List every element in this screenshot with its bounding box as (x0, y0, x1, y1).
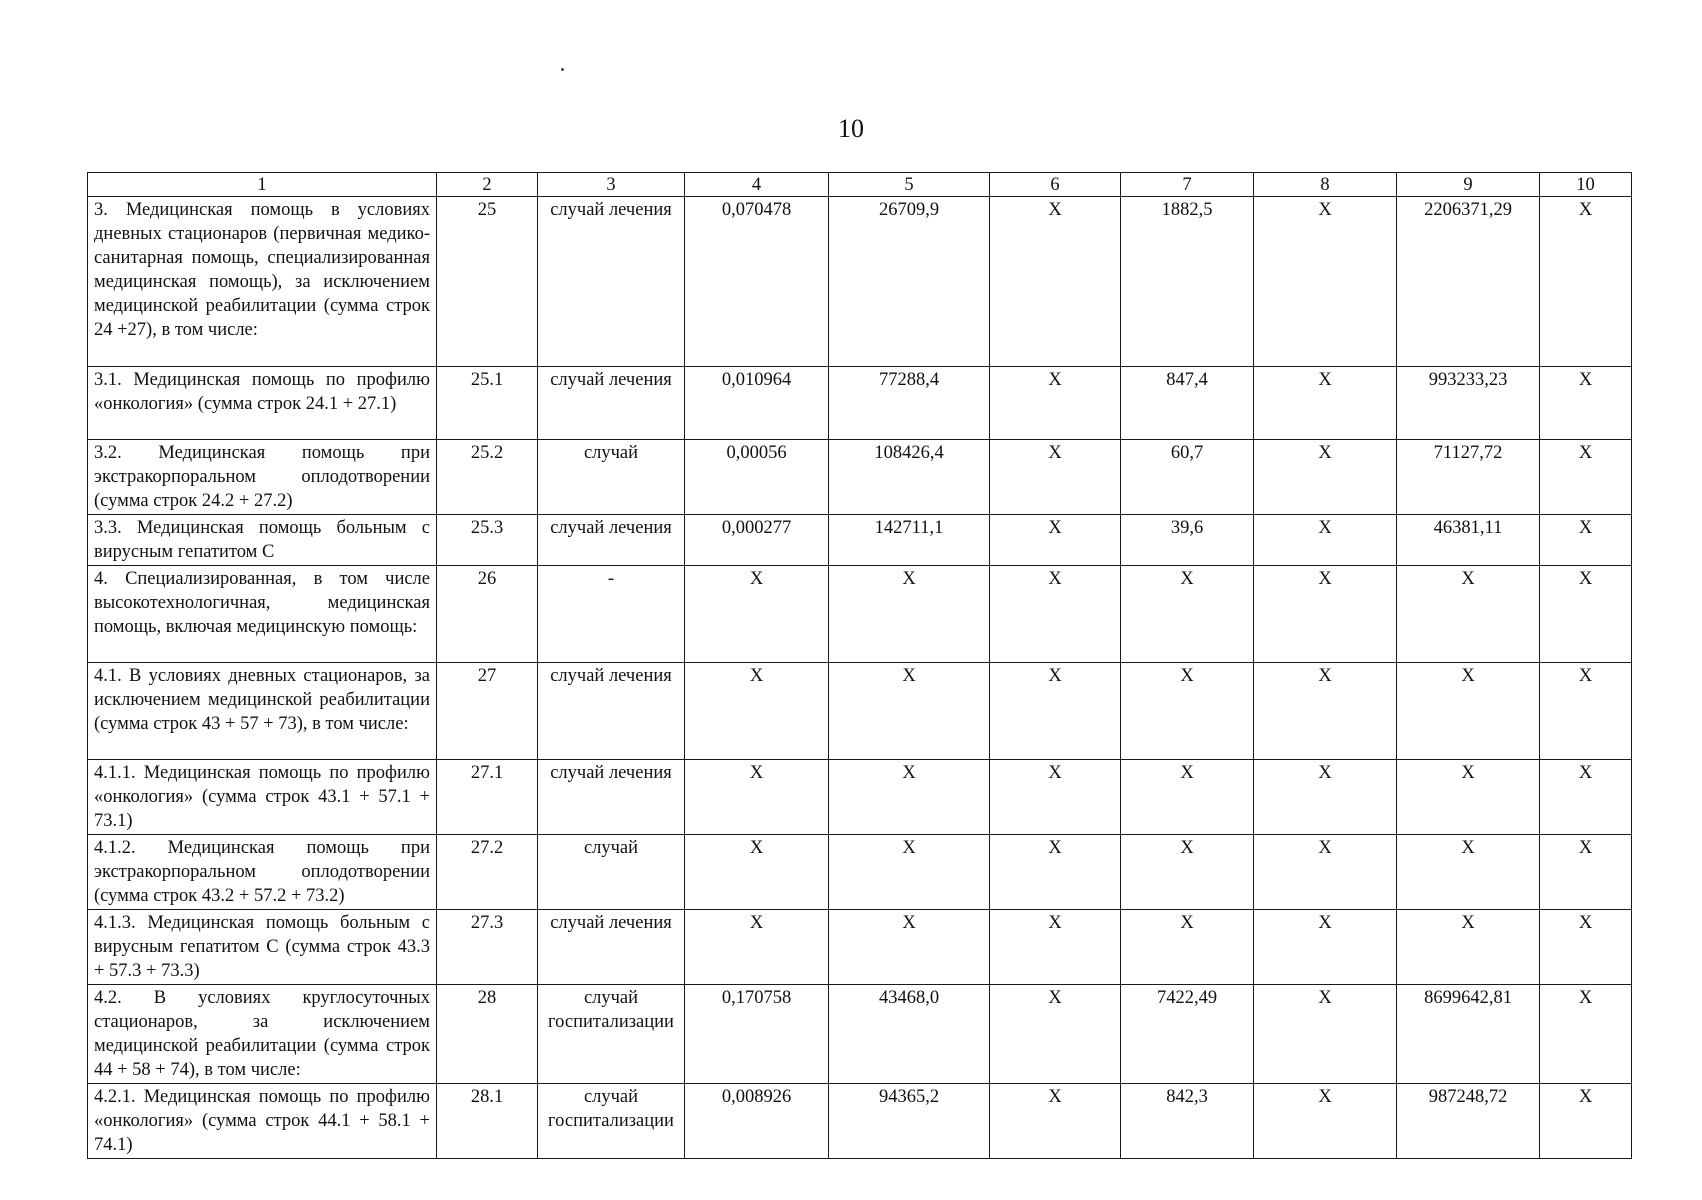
column-header: 9 (1397, 173, 1540, 197)
value-cell: 0,170758 (685, 985, 829, 1084)
value-cell: Х (685, 835, 829, 910)
value-cell: Х (990, 566, 1121, 663)
unit-cell: случай (538, 835, 685, 910)
value-cell: 0,010964 (685, 367, 829, 440)
value-cell: Х (685, 760, 829, 835)
value-cell: 2206371,29 (1397, 197, 1540, 367)
value-cell: Х (990, 910, 1121, 985)
value-cell: Х (1121, 566, 1254, 663)
value-cell: Х (990, 1084, 1121, 1159)
value-cell: Х (1397, 663, 1540, 760)
unit-cell: случай лечения (538, 367, 685, 440)
value-cell: 1882,5 (1121, 197, 1254, 367)
value-cell: Х (990, 985, 1121, 1084)
value-cell: Х (990, 515, 1121, 566)
table-row (88, 663, 1632, 760)
value-cell: 71127,72 (1397, 440, 1540, 515)
row-description: 3. Медицинская помощь в условиях дневных стационаров (первичная медико-санитарная помощь, специализированная медицинская помощь), за исключением медицинской реабилитации (сумма строк 24 +27), в том числе: (88, 197, 437, 367)
value-cell: Х (829, 566, 990, 663)
value-cell: 46381,11 (1397, 515, 1540, 566)
row-number: 27.3 (437, 910, 538, 985)
value-cell: Х (685, 910, 829, 985)
table-row (88, 440, 1632, 515)
row-description: 4.1.1. Медицинская помощь по профилю «онкология» (сумма строк 43.1 + 57.1 + 73.1) (88, 760, 437, 835)
value-cell: 842,3 (1121, 1084, 1254, 1159)
value-cell: Х (1540, 367, 1632, 440)
value-cell: Х (1121, 910, 1254, 985)
value-cell: 0,008926 (685, 1084, 829, 1159)
value-cell: Х (685, 566, 829, 663)
value-cell: 0,000277 (685, 515, 829, 566)
value-cell: 993233,23 (1397, 367, 1540, 440)
value-cell: Х (829, 910, 990, 985)
row-number: 28 (437, 985, 538, 1084)
value-cell: Х (990, 760, 1121, 835)
value-cell: 94365,2 (829, 1084, 990, 1159)
column-header: 2 (437, 173, 538, 197)
table-row (88, 910, 1632, 985)
value-cell: 26709,9 (829, 197, 990, 367)
unit-cell: случай госпитализации (538, 1084, 685, 1159)
table-row (88, 515, 1632, 566)
value-cell: Х (1540, 663, 1632, 760)
row-number: 27 (437, 663, 538, 760)
value-cell: 60,7 (1121, 440, 1254, 515)
row-description: 4. Специализированная, в том числе высокотехнологичная, медицинская помощь, включая медицинскую помощь: (88, 566, 437, 663)
value-cell: Х (1254, 1084, 1397, 1159)
table-row (88, 1084, 1632, 1159)
value-cell: Х (990, 367, 1121, 440)
column-header: 6 (990, 173, 1121, 197)
value-cell: 8699642,81 (1397, 985, 1540, 1084)
column-header: 3 (538, 173, 685, 197)
row-number: 25.2 (437, 440, 538, 515)
value-cell: Х (1540, 985, 1632, 1084)
value-cell: 847,4 (1121, 367, 1254, 440)
page-number: 10 (838, 114, 864, 143)
row-number: 27.2 (437, 835, 538, 910)
row-number: 25.3 (437, 515, 538, 566)
value-cell: Х (1254, 910, 1397, 985)
row-description: 4.1. В условиях дневных стационаров, за исключением медицинской реабилитации (сумма строк 43 + 57 + 73), в том числе: (88, 663, 437, 760)
value-cell: Х (1540, 440, 1632, 515)
value-cell: Х (1397, 760, 1540, 835)
value-cell: Х (1540, 1084, 1632, 1159)
row-description: 3.2. Медицинская помощь при экстракорпоральном оплодотворении (сумма строк 24.2 + 27.2) (88, 440, 437, 515)
value-cell: Х (1254, 663, 1397, 760)
unit-cell: случай (538, 440, 685, 515)
value-cell: Х (1254, 367, 1397, 440)
value-cell: Х (1121, 835, 1254, 910)
row-description: 4.2.1. Медицинская помощь по профилю «онкология» (сумма строк 44.1 + 58.1 + 74.1) (88, 1084, 437, 1159)
value-cell: Х (829, 663, 990, 760)
value-cell: 43468,0 (829, 985, 990, 1084)
value-cell: Х (1540, 910, 1632, 985)
value-cell: 0,00056 (685, 440, 829, 515)
row-description: 4.1.3. Медицинская помощь больным с вирусным гепатитом С (сумма строк 43.3 + 57.3 + 73.3) (88, 910, 437, 985)
table-header-row (88, 173, 1632, 197)
value-cell: Х (1254, 566, 1397, 663)
value-cell: Х (990, 197, 1121, 367)
value-cell: Х (1254, 760, 1397, 835)
row-description: 4.2. В условиях круглосуточных стационаров, за исключением медицинской реабилитации (сумма строк 44 + 58 + 74), в том числе: (88, 985, 437, 1084)
unit-cell: - (538, 566, 685, 663)
value-cell: Х (1254, 985, 1397, 1084)
value-cell: Х (1540, 566, 1632, 663)
row-number: 25 (437, 197, 538, 367)
row-description: 4.1.2. Медицинская помощь при экстракорпоральном оплодотворении (сумма строк 43.2 + 57.2 + 73.2) (88, 835, 437, 910)
column-header: 8 (1254, 173, 1397, 197)
value-cell: Х (1397, 835, 1540, 910)
value-cell: Х (1121, 760, 1254, 835)
value-cell: Х (829, 760, 990, 835)
table-row (88, 566, 1632, 663)
value-cell: Х (1254, 197, 1397, 367)
value-cell: Х (1121, 663, 1254, 760)
value-cell: 108426,4 (829, 440, 990, 515)
column-header: 5 (829, 173, 990, 197)
table-row (88, 367, 1632, 440)
unit-cell: случай лечения (538, 197, 685, 367)
column-header: 7 (1121, 173, 1254, 197)
table-row (88, 985, 1632, 1084)
row-description: 3.3. Медицинская помощь больным с вирусным гепатитом С (88, 515, 437, 566)
row-number: 27.1 (437, 760, 538, 835)
table-row (88, 197, 1632, 367)
value-cell: Х (829, 835, 990, 910)
scan-speck (561, 68, 564, 71)
table-row (88, 760, 1632, 835)
unit-cell: случай лечения (538, 910, 685, 985)
value-cell: 0,070478 (685, 197, 829, 367)
value-cell: Х (1540, 197, 1632, 367)
row-number: 28.1 (437, 1084, 538, 1159)
unit-cell: случай лечения (538, 515, 685, 566)
row-number: 25.1 (437, 367, 538, 440)
column-header: 1 (88, 173, 437, 197)
value-cell: Х (1540, 515, 1632, 566)
unit-cell: случай госпитализации (538, 985, 685, 1084)
value-cell: Х (990, 440, 1121, 515)
value-cell: Х (1254, 515, 1397, 566)
value-cell: 142711,1 (829, 515, 990, 566)
unit-cell: случай лечения (538, 760, 685, 835)
value-cell: 77288,4 (829, 367, 990, 440)
value-cell: 7422,49 (1121, 985, 1254, 1084)
value-cell: Х (990, 835, 1121, 910)
value-cell: Х (990, 663, 1121, 760)
value-cell: Х (685, 663, 829, 760)
value-cell: 987248,72 (1397, 1084, 1540, 1159)
row-description: 3.1. Медицинская помощь по профилю «онкология» (сумма строк 24.1 + 27.1) (88, 367, 437, 440)
column-header: 4 (685, 173, 829, 197)
column-header: 10 (1540, 173, 1632, 197)
value-cell: Х (1540, 760, 1632, 835)
data-table (87, 172, 1632, 1159)
value-cell: 39,6 (1121, 515, 1254, 566)
value-cell: Х (1254, 835, 1397, 910)
value-cell: Х (1540, 835, 1632, 910)
value-cell: Х (1397, 566, 1540, 663)
table-row (88, 835, 1632, 910)
value-cell: Х (1254, 440, 1397, 515)
unit-cell: случай лечения (538, 663, 685, 760)
row-number: 26 (437, 566, 538, 663)
value-cell: Х (1397, 910, 1540, 985)
